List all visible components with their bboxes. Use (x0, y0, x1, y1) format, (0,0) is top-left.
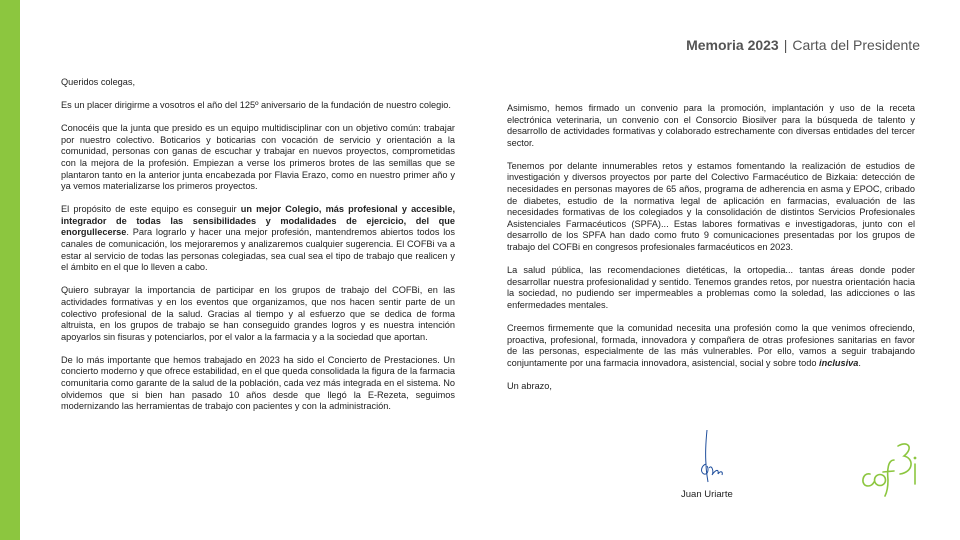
paragraph-text: El propósito de este equipo es conseguir (61, 204, 241, 215)
cofbi-logo (856, 430, 920, 500)
signer-name: Juan Uriarte (681, 489, 733, 500)
paragraph (507, 323, 915, 369)
emphasized-word: inclusiva (819, 357, 859, 368)
paragraph (61, 204, 455, 274)
report-title: Memoria 2023 (686, 37, 779, 53)
paragraph: La salud pública, las recomendaciones dietéticas, la ortopedia... tantas áreas donde poder desarrollar nuestra profesionalidad y sentido. Tenemos grandes retos, por nuestra orientación hacia la sociedad, no pudiendo ser impermeables a problemas como la soledad, las adicciones o las enfermedades mentales. (507, 265, 915, 310)
paragraph-text: . Para lograrlo y hacer una mejor profesión, mantendremos abiertos todos los canales de comunicación, los mejoraremos y analizaremos cualquier sugerencia. El COFBi va a estar al servicio de todas las personas colegiadas, sea cual sea el tipo de trabajo que realicen y el ámbito en el que lo lleven a cabo. (61, 227, 455, 273)
paragraph: Asimismo, hemos firmado un convenio para la promoción, implantación y uso de la receta electrónica veterinaria, un convenio con el Consorcio Biosilver para la búsqueda de talento y desarrollo de actividades formativas y colaborado estrechamente con diversas entidades del tercer sector. (507, 103, 915, 148)
header-separator: | (783, 37, 788, 53)
right-column (507, 103, 915, 404)
paragraph-text: . (858, 357, 861, 368)
section-title: Carta del Presidente (792, 37, 920, 53)
paragraph: Tenemos por delante innumerables retos y estamos fomentando la realización de estudios de investigación y diversos proyectos por parte del Colectivo Farmacéutico de Bizkaia: detección de necesidades en personas mayores de 65 años, programa de adherencia en asma y EPOC, cribado de diabetes, estudio de la normativa legal de aplicación en farmacias, evaluación de las necesidades formativas de los colegiados y la consolidación de distintos Servicios Profesionales Asistenciales Farmacéuticos (SPFA)... Estas labores formativas e investigadoras, junto con el desarrollo de los SPFA han dado como fruto 9 comunicaciones presentadas por los grupos de trabajo del COFBi en congresos profesionales farmacéuticos en 2023. (507, 160, 915, 253)
left-accent-bar (0, 0, 20, 540)
greeting: Queridos colegas, (61, 77, 136, 87)
page-header (686, 37, 920, 53)
paragraph: Es un placer dirigirme a vosotros el año del 125º aniversario de la fundación de nuestro colegio. (61, 100, 451, 111)
left-column (61, 77, 455, 424)
paragraph-text: Creemos firmemente que la comunidad necesita una profesión como la que venimos ofreciendo, proactiva, profesional, formada, innovadora y compañera de otras profesiones sanitarias en favor de las personas, especialmente de las más vulnerables. Por ello, vamos a seguir trabajando conjuntamente por una farmacia innovadora, asistencial, social y sobre todo (507, 323, 915, 368)
paragraph: De lo más importante que hemos trabajado en 2023 ha sido el Concierto de Prestaciones. Un concierto moderno y que ofrece estabilidad, en el que queda consolidada la figura de la farmacia comunitaria como garante de la salud de la población, cada vez más integrada en el sistema. No olvidemos que si bien han pasado 10 años desde que llegó la E-Rezeta, seguimos modernizando las herramientas de trabajo con pacientes y con la administración. (61, 354, 455, 412)
highlighted-text: un mejor Colegio, más profesional y accesible, integrador de todas las sensibilidades y modalidades de ejercicio, del que enorgullecerse (61, 204, 455, 238)
paragraph: Quiero subrayar la importancia de participar en los grupos de trabajo del COFBi, en las actividades formativas y en los eventos que organizamos, que nos hacen sentir parte de un colectivo profesional de la salud. Gracias al tiempo y al esfuerzo que se dedica de forma altruista, en los grupos de trabajo se han conseguido grandes logros y es nuestra intención apoyarlos sin fisuras y potenciarlos, por el valor a la farmacia y a la sociedad que aportan. (61, 285, 455, 342)
closing: Un abrazo, (507, 380, 552, 391)
signature-image (697, 428, 725, 484)
paragraph: Conocéis que la junta que presido es un equipo multidisciplinar con un objetivo común: trabajar por nuestro colectivo. Boticarios y boticarias con vocación de servicio y orientación a la comunidad, personas con ganas de escuchar y trabajar en nuevos proyectos, comprometidas con la mejora de la profesión. Empiezan a verse los primeros brotes de las semillas que se plantaron tanto en la anterior junta encabezada por Flavia Erazo, como en nuestro primer año y ya vemos materializarse los primeros proyectos. (61, 123, 455, 192)
